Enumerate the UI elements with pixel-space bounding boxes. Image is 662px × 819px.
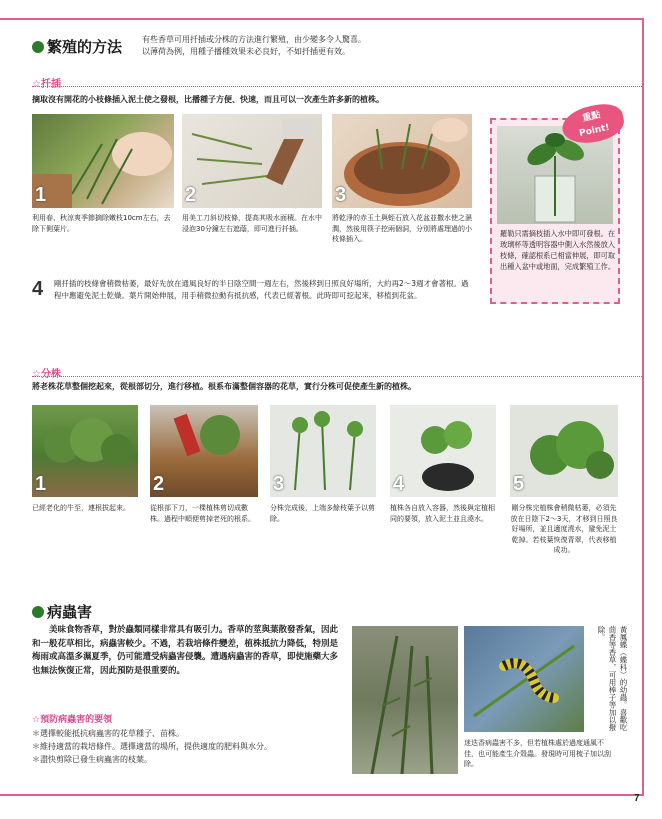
prevention-list — [32, 727, 342, 766]
step4-text: 剛扦插的枝條會稍微枯萎，最好先放在通風良好的半日陰空間一週左右，然後移到日照良好場所，大約再2～3週才會著根。過程中應避免泥土乾燥。葉片開始伸展，用手稍微拉動有抵抗感，代表已經著根。此時即可挖起來，移植到花盆。 — [54, 279, 469, 300]
divider — [32, 376, 642, 377]
division-lead: 將老株花草整個挖起來，從根部切分，進行移植。根系布滿整個容器的花草，實行分株可促使產生新的植株。 — [32, 382, 416, 391]
point-text: 羅勒只需摘枝插入水中即可發根。在玻璃杯等透明容器中側入水然後放入枝條，確認根系已相當伸展，即可取出種入盆中或地面，完成繁殖工作。 — [500, 229, 616, 271]
photo-rosemary — [352, 626, 458, 774]
cutting-heading: ☆扦插 — [32, 79, 61, 90]
cutting-caption-1: 利用春、秋涼爽季節摘除嫩枝10cm左右，去除下側葉片。 — [32, 214, 171, 233]
page-number: 7 — [634, 793, 640, 804]
photo-cutting-1: 1 — [32, 114, 174, 208]
rosemary-stems-illustration — [352, 626, 458, 774]
bullet-dot-icon — [32, 606, 44, 618]
photo-division-5: 5 — [510, 405, 618, 497]
bullet-dot-icon — [32, 41, 44, 53]
caterpillar-caption: 黃鳳蝶（蝶科）的幼蟲。喜歡吃茴香等香草，可用棒子等加以撥除。 — [597, 626, 628, 731]
photo-division-4: 4 — [390, 405, 496, 497]
cutting-roots-illustration — [150, 405, 258, 497]
section-title-propagation: 繁殖的方法 — [32, 36, 122, 57]
step4-number: 4 — [32, 278, 44, 300]
division-caption-3: 分株完成後，上端多餘枝葉予以剪除。 — [270, 504, 375, 523]
divider — [32, 86, 642, 87]
division-caption-4: 植株各自放入容器，然後與定植相同的要領，放入泥土並且澆水。 — [390, 504, 495, 523]
section-intro: 有些香草可用扦插或分株的方法進行繁殖，由少變多令人驚喜。 以薄荷為例，用種子播種效果未必良好，不如扦插更有效。 — [142, 35, 366, 56]
list-item: ＊盡快剪除已發生病蟲害的枝葉。 — [32, 755, 152, 764]
cutting-caption-3: 將乾淨的赤玉土與蛭石放入花盆並撒水使之濕潤，然後用筷子挖兩個洞，分別將處理過的小枝條插入。 — [332, 214, 472, 243]
point-callout — [490, 110, 620, 304]
point-badge: 重點 Point! — [559, 100, 627, 148]
division-heading: ☆分株 — [32, 369, 61, 380]
section-title-pests: 病蟲害 — [32, 601, 92, 622]
photo-caterpillar — [464, 626, 584, 732]
pests-body: 美味食物香草，對於蟲類同樣非常具有吸引力。香草的莖與葉散發香氣，因此和一般花草相比，病蟲害較少。不過，若栽培條件變差，植株抵抗力降低，特別是梅雨或高溫多濕夏季，仍可能遭受病蟲害侵襲。遭遇病蟲害的香草，即使施藥大多也無法恢復正常，因此預防是很重要的。 — [32, 625, 339, 676]
divided-plants-illustration — [270, 405, 376, 497]
potted-plant-illustration — [390, 405, 496, 497]
cutting-lead: 摘取沒有開花的小枝條插入泥土使之發根，比播種子方便、快速，而且可以一次產生許多新的植株。 — [32, 95, 384, 104]
rosemary-caption: 迷迭香病蟲害不多，但若植株處於過度通風不佳，也可能產生介殼蟲。發現時可用梳子加以刮除。 — [464, 739, 611, 768]
photo-cutting-2: 2 — [182, 114, 322, 208]
list-item: ＊維持適當的栽培條件。選擇適當的場所，提供適度的肥料與水分。 — [32, 742, 272, 751]
list-item: ＊選擇較能抵抗病蟲害的花草種子、苗株。 — [32, 729, 184, 738]
oregano-clump-illustration — [32, 405, 138, 497]
pot-with-cuttings-illustration — [332, 114, 472, 208]
division-caption-5: 剛分株完植株會稍微枯萎，必須先放在日陰下2～3天，才移到日照良好場所，並且適度澆水，避免泥土乾掉。若枝葉恢復青翠，代表移植成功。 — [510, 504, 618, 554]
division-caption-2: 從根部下刀，一棵植株剪切成數株。過程中順便剪掉老死的根系。 — [150, 504, 255, 523]
photo-division-2: 2 — [150, 405, 258, 497]
recovered-plant-illustration — [510, 405, 618, 497]
cutter-and-stems-illustration — [182, 114, 322, 208]
caterpillar-illustration — [464, 626, 584, 732]
division-caption-1: 已經老化的牛至，連根拔起來。 — [32, 504, 130, 512]
photo-cutting-3: 3 — [332, 114, 472, 208]
hand-with-sprigs-illustration — [32, 114, 174, 208]
photo-division-3: 3 — [270, 405, 376, 497]
prevention-heading: ☆預防病蟲害的要領 — [32, 715, 113, 725]
photo-division-1: 1 — [32, 405, 138, 497]
cutting-caption-2: 用美工刀斜切枝條，提高其吸水面積。在水中浸泡30分鐘左右遮蔭，即可進行扦插。 — [182, 214, 322, 233]
